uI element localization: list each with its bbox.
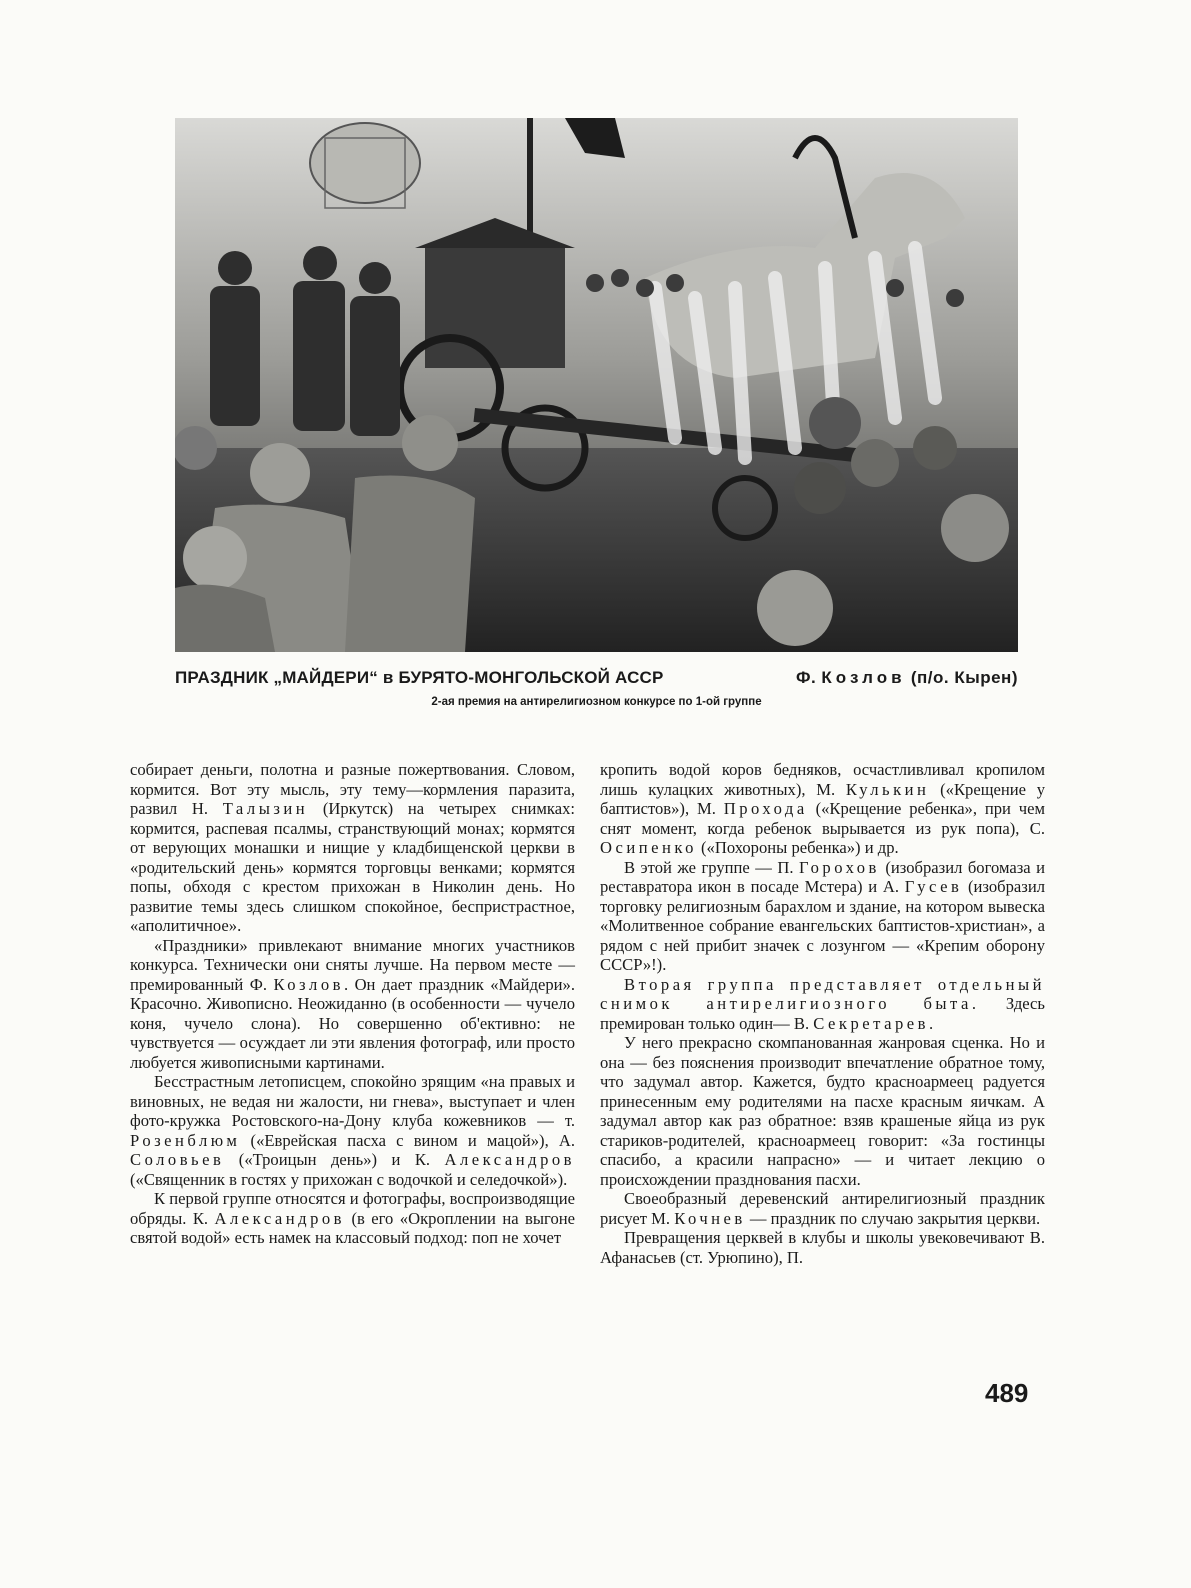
caption-author-initial: Ф. [795, 668, 817, 687]
right-paragraph-3: Вторая группа представляет отдельный снимок антирелигиозного быта. Здесь премирован только один— В. Секретарев. [600, 974, 1045, 1033]
left-column [130, 760, 575, 1248]
page-number: 489 [985, 1378, 1029, 1408]
caption-subtitle: 2-ая премия на антирелигиозном конкурсе по 1-ой группе [431, 696, 762, 708]
photo-caption [175, 668, 1018, 688]
left-paragraph-1: собирает деньги, полотна и разные пожертвования. Словом, кормится. Вот эту мысль, эту тему—кормления паразита, развил Н. Талызин (Иркутск) на четырех снимках: кормится, распевая псалмы, странствующий монах; кормятся от верующих монашки и нищие у кладбищенской церкви в «родительский день» кормятся торговцы венками; кормятся попы, обходя с крестом прихожан в Николин день. Но развитие темы здесь слишком спокойное, беспристрастное, «аполитичное». [130, 760, 575, 935]
caption-author [796, 668, 1018, 688]
left-paragraph-4: К первой группе относятся и фотографы, воспроизводящие обряды. К. Александров (в его «Окроплении на выгоне святой водой» есть намек на классовый подход: поп не хочет [130, 1189, 575, 1247]
caption-title: ПРАЗДНИК „МАЙДЕРИ“ в БУРЯТО-МОНГОЛЬСКОЙ АССР [175, 668, 664, 687]
left-paragraph-3: Бесстрастным летописцем, спокойно зрящим «на правых и виновных, не ведая ни жалости, ни гнева», выступает и член фото-кружка Ростовского-на-Дону клуба кожевников — т. Розенблюм («Еврейская пасха с вином и мацой»), А. Соловьев («Троицын день») и К. Александров («Священник в гостях у прихожан с водочкой и селедочкой»). [130, 1072, 575, 1189]
right-paragraph-5: Своеобразный деревенский антирелигиозный праздник рисует М. Кочнев — праздник по случаю закрытия церкви. [600, 1189, 1045, 1228]
right-paragraph-6: Превращения церквей в клубы и школы увековечивают В. Афанасьев (ст. Урюпино), П. [600, 1228, 1045, 1267]
caption-author-name: Козлов [821, 668, 906, 687]
festival-photo-illustration [175, 118, 1018, 652]
right-paragraph-4: У него прекрасно скомпанованная жанровая сценка. Но и она — без пояснения производит впечатление обратное тому, что задумал автор. Кажется, будто красноармеец радуется принесенным ему родителями на пасхе красным яичкам. А задумал автор как раз обратное: взяв крашеные яйца из рук стариков-родителей, красноармеец говорит: «За гостинцы спасибо, а красили напрасно» — и читает лекцию о происхождении празднования пасхи. [600, 1033, 1045, 1189]
left-paragraph-2: «Праздники» привлекают внимание многих участников конкурса. Технически они сняты лучше. На первом месте — премированный Ф. Козлов. Он дает праздник «Майдери». Красочно. Живописно. Неожиданно (в особенности — чучело коня, чучело слона). Но совершенно об'ективно: не чувствуется — осуждает ли эти явления фотограф, или просто любуется живописными картинами. [130, 935, 575, 1072]
right-column [600, 760, 1045, 1267]
right-paragraph-2: В этой же группе — П. Горохов (изобразил богомаза и реставратора икон в посаде Мстера) и А. Гусев (изобразил торговку религиозным барахлом и здание, на котором вывеска «Молитвенное собрание евангельских баптистов-христиан», а рядом с ней прибит значек с лозунгом — «Крепим оборону СССР»!). [600, 857, 1045, 974]
right-paragraph-1: кропить водой коров бедняков, осчастливливал кропилом лишь кулацких животных), М. Кулькин («Крещение у баптистов»), М. Проходa («Крещение ребенка», при чем снят момент, когда ребенок вырывается из рук попа), С. Осипенко («Похороны ребенка») и др. [600, 760, 1046, 857]
caption-author-location: (п/о. Кырен) [910, 668, 1018, 687]
festival-photo [175, 118, 1018, 652]
